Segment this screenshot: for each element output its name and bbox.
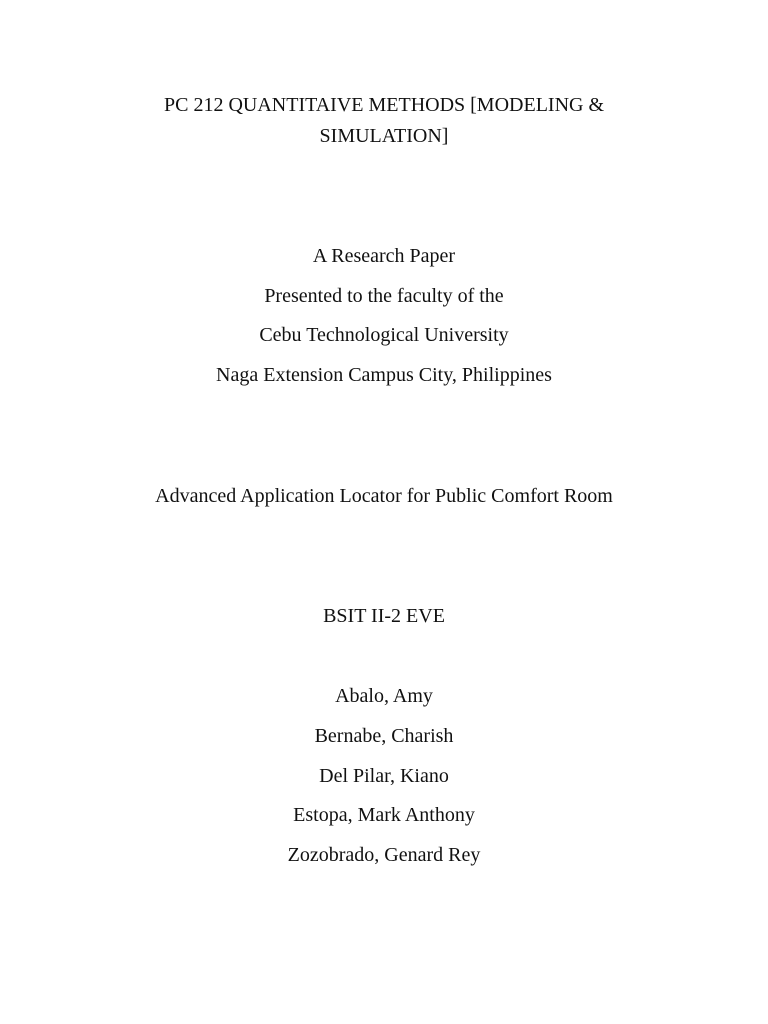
course-title-line-2: SIMULATION]	[319, 125, 449, 147]
project-title: Advanced Application Locator for Public Comfort Room	[155, 485, 613, 507]
author-name: Estopa, Mark Anthony	[293, 804, 475, 826]
author-name: Bernabe, Charish	[314, 725, 454, 747]
campus-location: Naga Extension Campus City, Philippines	[216, 364, 552, 386]
author-name: Abalo, Amy	[335, 685, 433, 707]
author-name: Zozobrado, Genard Rey	[287, 844, 481, 866]
paper-type: A Research Paper	[312, 245, 456, 267]
presented-to: Presented to the faculty of the	[264, 285, 504, 307]
course-title-line-1: PC 212 QUANTITAIVE METHODS [MODELING &	[163, 94, 605, 116]
university-name: Cebu Technological University	[259, 324, 509, 346]
author-name: Del Pilar, Kiano	[319, 765, 449, 787]
class-section: BSIT II-2 EVE	[323, 605, 445, 627]
